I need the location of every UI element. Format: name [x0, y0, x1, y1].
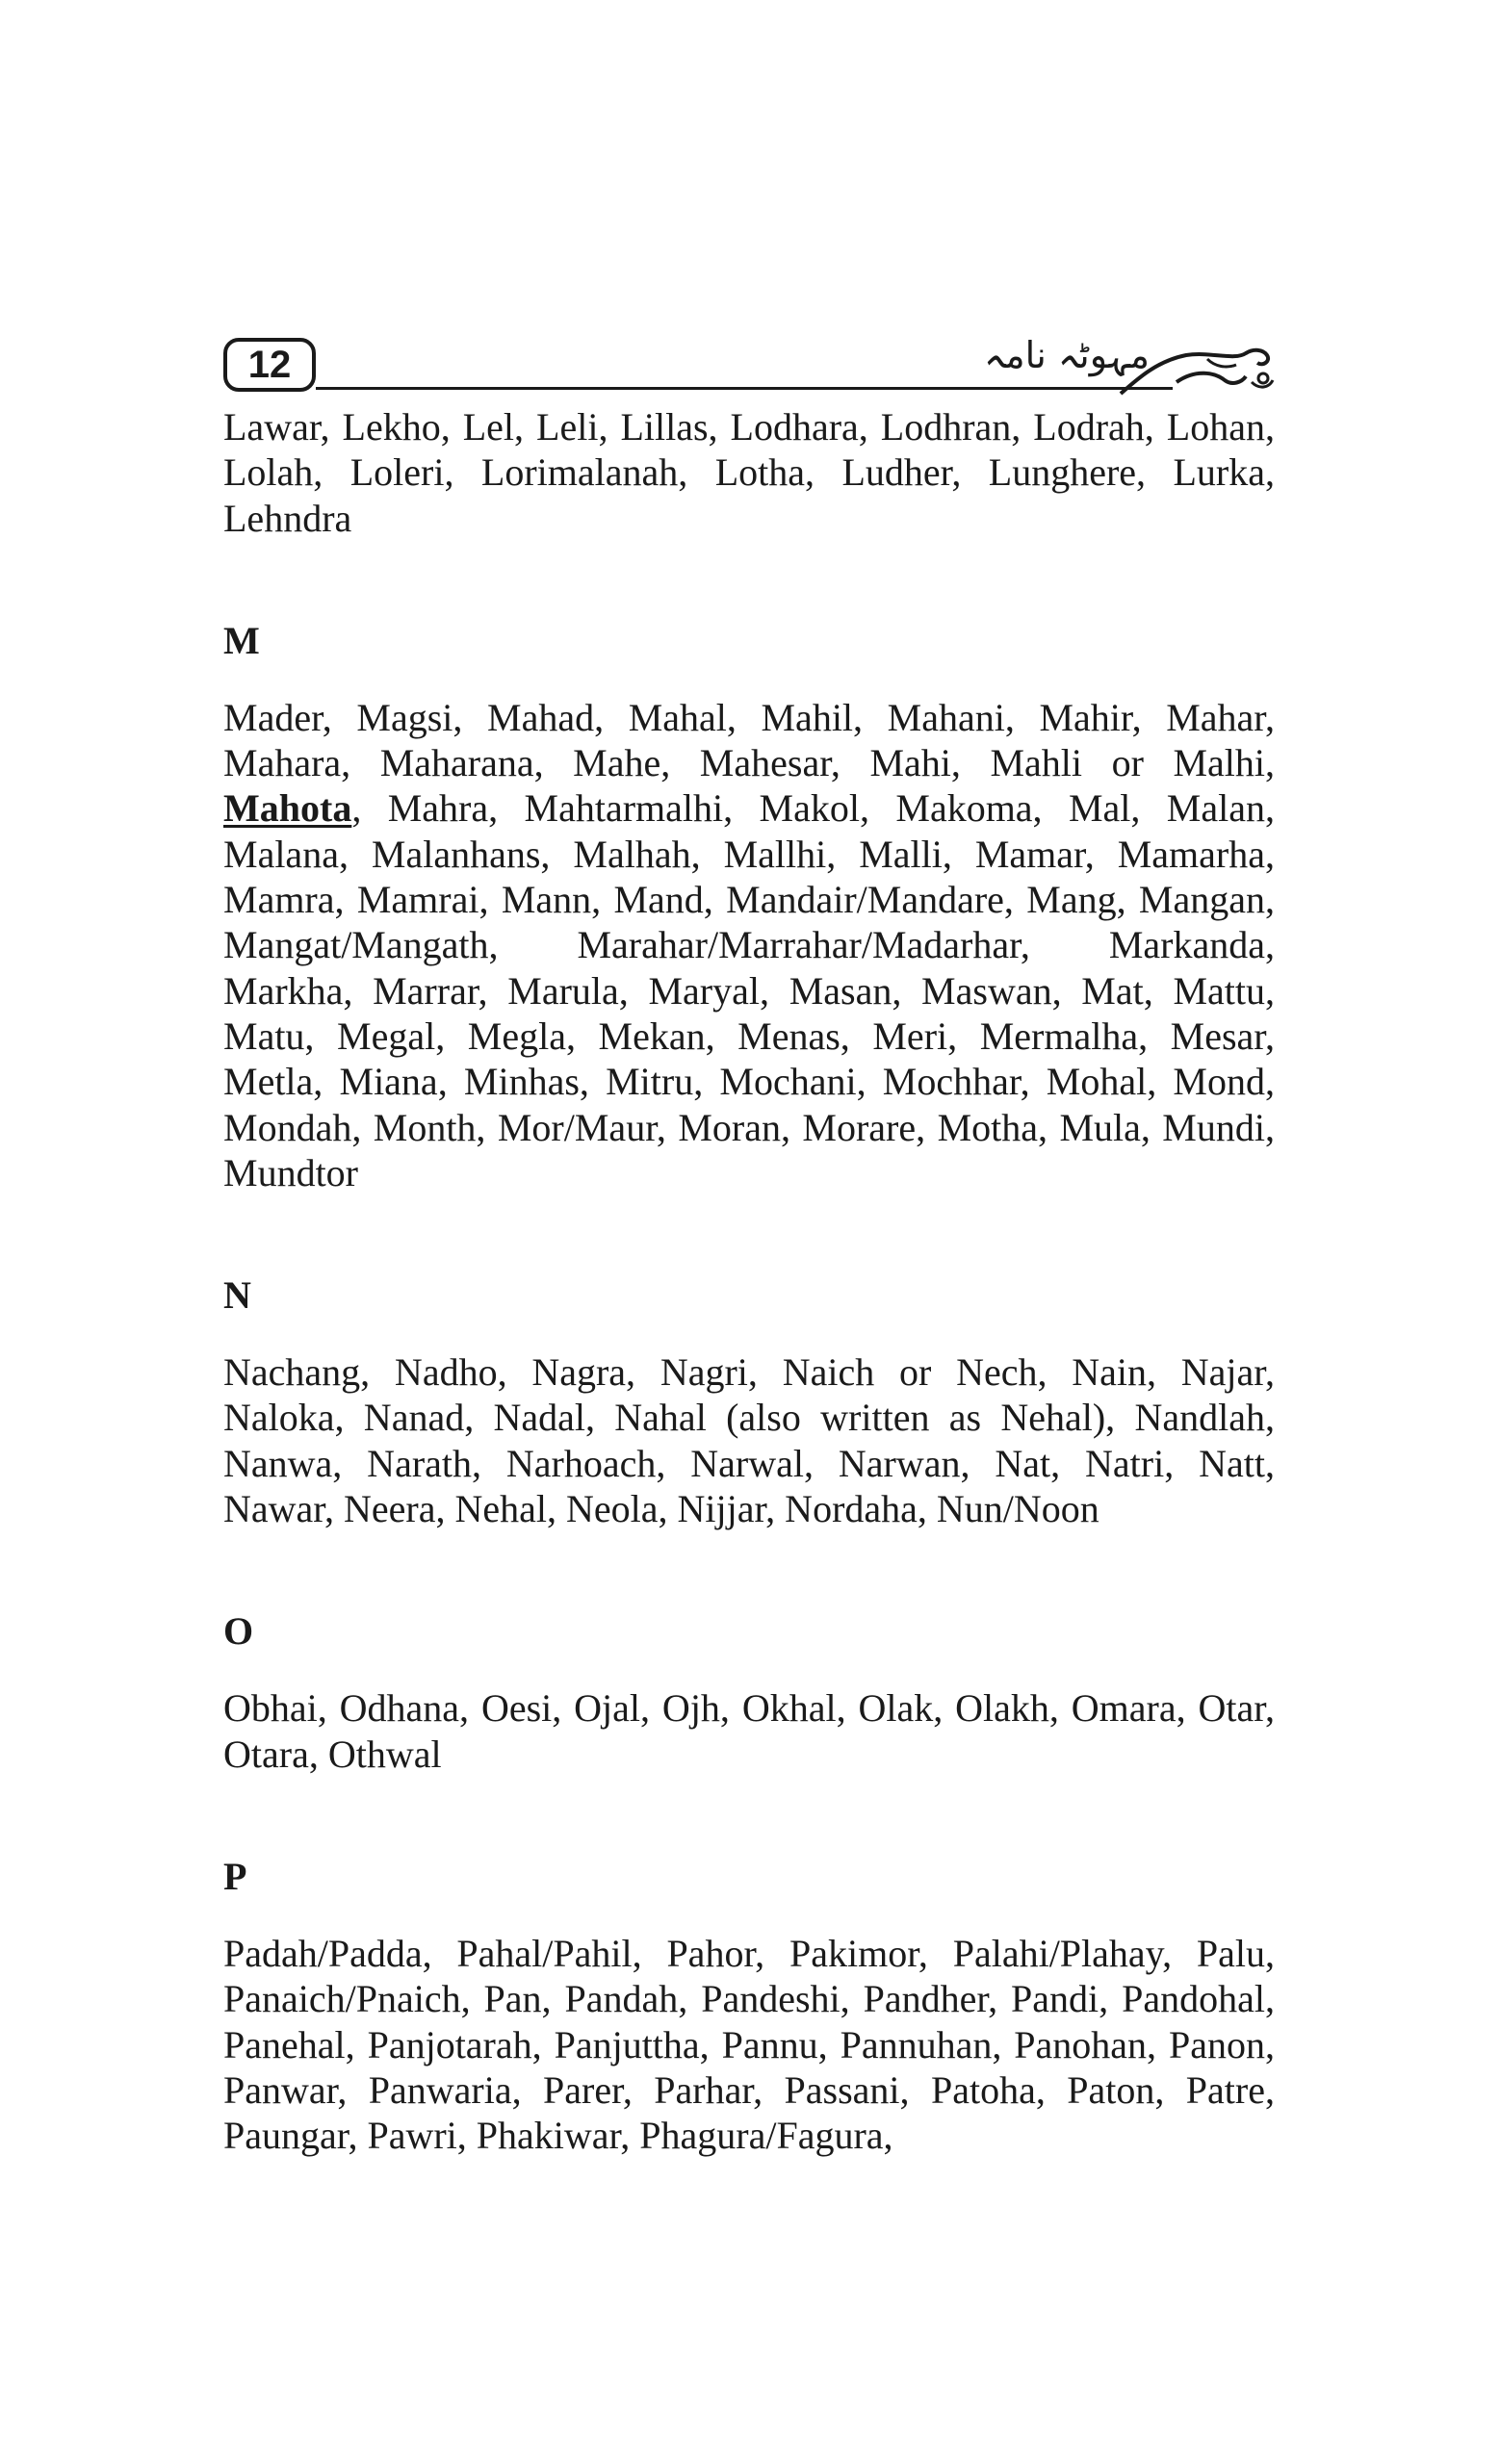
- o-names-list: Obhai, Odhana, Oesi, Ojal, Ojh, Okhal, Olak, Olakh, Omara, Otar, Otara, Othwal: [223, 1686, 1275, 1776]
- section-heading-o: O: [223, 1609, 254, 1654]
- header-rule: [316, 387, 1173, 390]
- m-names-before: Mader, Magsi, Mahad, Mahal, Mahil, Mahani, Mahir, Mahar, Mahara, Maharana, Mahe, Mahesar, Mahi, Mahli or Malhi,: [223, 695, 1275, 785]
- page-content: [223, 404, 1275, 2158]
- n-names-list: Nachang, Nadho, Nagra, Nagri, Naich or Nech, Nain, Najar, Naloka, Nanad, Nadal, Nahal (also written as Nehal), Nandlah, Nanwa, Narath, Narhoach, Narwal, Narwan, Nat, Natri, Natt, Nawar, Neera, Nehal, Neola, Nijjar, Nordaha, Nun/Noon: [223, 1350, 1275, 1531]
- book-title: مہوٹہ نامہ: [984, 334, 1150, 376]
- section-heading-p: P: [223, 1854, 247, 1898]
- m-names-after: , Mahra, Mahtarmalhi, Makol, Makoma, Mal, Malan, Malana, Malanhans, Malhah, Mallhi, Malli, Mamar, Mamarha, Mamra, Mamrai, Mann, Mand, Mandair/Mandare, Mang, Mangan, Mangat/Mangath, Marahar/Marrahar/Madarhar, Markanda, Markha, Marrar, Marula, Maryal, Masan, Maswan, Mat, Mattu, Matu, Megal, Megla, Mekan, Menas, Meri, Mermalha, Mesar, Metla, Miana, Minhas, Mitru, Mochani, Mochhar, Mohal, Mond, Mondah, Month, Mor/Maur, Moran, Morare, Motha, Mula, Mundi, Mundtor: [223, 786, 1275, 1194]
- vine-scroll-ornament-icon: [1119, 340, 1275, 396]
- m-names-list: [223, 695, 1275, 1195]
- section-heading-n: N: [223, 1273, 251, 1318]
- section-heading-m: M: [223, 618, 260, 662]
- p-names-list: Padah/Padda, Pahal/Pahil, Pahor, Pakimor, Palahi/Plahay, Palu, Panaich/Pnaich, Pan, Pandah, Pandeshi, Pandher, Pandi, Pandohal, Panehal, Panjotarah, Panjuttha, Pannu, Pannuhan, Panohan, Panon, Panwar, Panwaria, Parer, Parhar, Passani, Patoha, Paton, Patre, Paungar, Pawri, Phakiwar, Phagura/Fagura,: [223, 1931, 1275, 2158]
- page-number: 12: [223, 338, 316, 392]
- page-header: [223, 332, 1275, 399]
- l-names-list: Lawar, Lekho, Lel, Leli, Lillas, Lodhara, Lodhran, Lodrah, Lohan, Lolah, Loleri, Lorimalanah, Lotha, Ludher, Lunghere, Lurka, Lehndra: [223, 405, 1275, 540]
- mahota-highlight: Mahota: [223, 786, 352, 831]
